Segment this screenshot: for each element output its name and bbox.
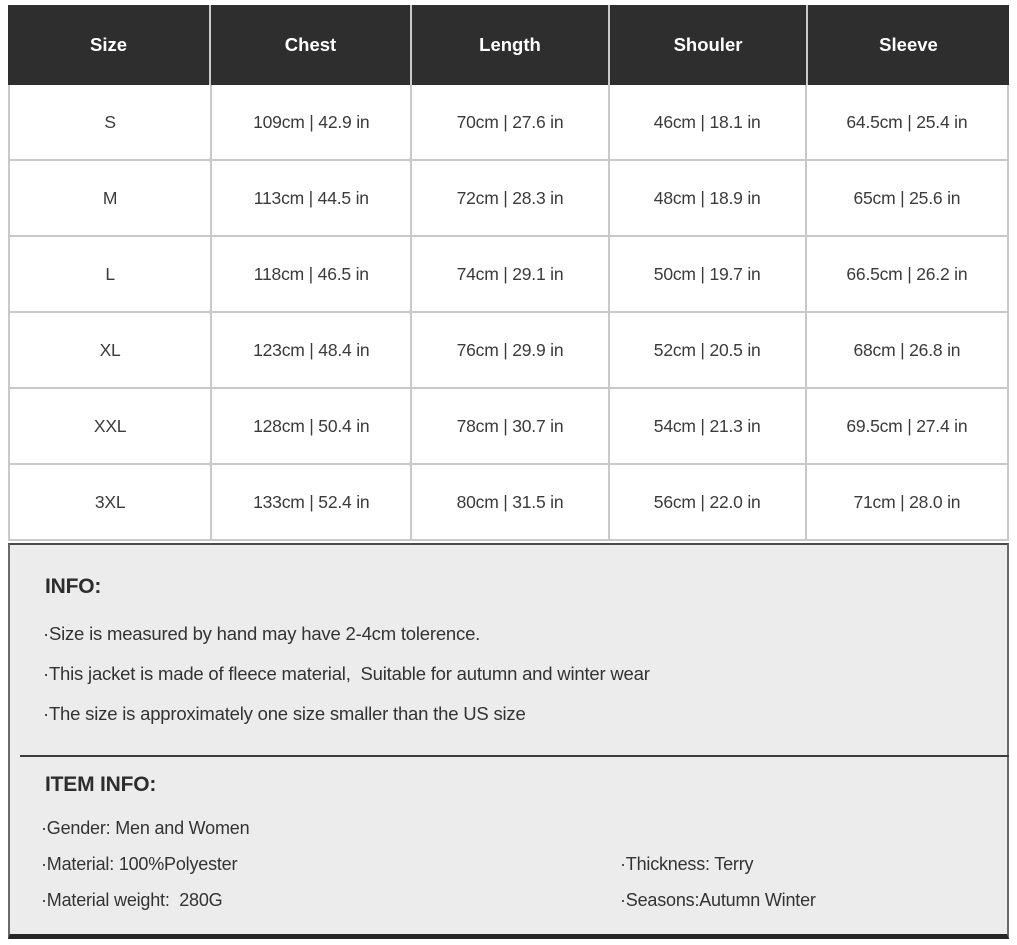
sleeve-cell: 64.5cm | 25.4 in — [805, 85, 1007, 159]
length-cell: 78cm | 30.7 in — [410, 389, 607, 463]
size-cell: S — [104, 111, 116, 132]
chest-cell: 133cm | 52.4 in — [210, 465, 410, 539]
size-table — [8, 5, 1009, 541]
size-cell: M — [102, 187, 118, 208]
length-cell: 70cm | 27.6 in — [410, 85, 607, 159]
info-bullet: ·This jacket is made of fleece material, Suitable for autumn and winter wear — [43, 663, 650, 684]
material-weight-item: ·Material weight: 280G — [41, 890, 223, 910]
section-divider — [20, 755, 1009, 757]
table-row-s — [10, 85, 1007, 161]
chest-cell: 118cm | 46.5 in — [210, 237, 410, 311]
shoulder-cell: 48cm | 18.9 in — [608, 161, 805, 235]
size-table-header-row — [8, 5, 1009, 85]
column-header-length: Length — [410, 5, 608, 85]
sleeve-cell: 68cm | 26.8 in — [805, 313, 1007, 387]
column-header-chest: Chest — [209, 5, 410, 85]
size-cell: XXL — [93, 415, 127, 436]
chest-cell: 109cm | 42.9 in — [210, 85, 410, 159]
shoulder-cell: 56cm | 22.0 in — [608, 465, 805, 539]
item-info-row — [10, 818, 1007, 842]
item-info-row — [10, 854, 1007, 878]
shoulder-cell: 52cm | 20.5 in — [608, 313, 805, 387]
size-table-body — [8, 85, 1009, 541]
sleeve-cell: 71cm | 28.0 in — [805, 465, 1007, 539]
table-row-3xl — [10, 465, 1007, 541]
material-item: ·Material: 100%Polyester — [41, 854, 238, 874]
gender-item: ·Gender: Men and Women — [41, 818, 250, 838]
item-info-heading: ITEM INFO: — [45, 773, 157, 796]
column-header-shoulder: Shouler — [608, 5, 806, 85]
table-row-m — [10, 161, 1007, 237]
length-cell: 74cm | 29.1 in — [410, 237, 607, 311]
length-cell: 76cm | 29.9 in — [410, 313, 607, 387]
info-panel — [8, 543, 1009, 939]
sleeve-cell: 65cm | 25.6 in — [805, 161, 1007, 235]
seasons-item: ·Seasons:Autumn Winter — [620, 890, 816, 910]
shoulder-cell: 54cm | 21.3 in — [608, 389, 805, 463]
length-cell: 80cm | 31.5 in — [410, 465, 607, 539]
column-header-sleeve: Sleeve — [806, 5, 1009, 85]
info-bullet: ·The size is approximately one size smaller than the US size — [43, 703, 526, 724]
thickness-item: ·Thickness: Terry — [620, 854, 754, 874]
shoulder-cell: 50cm | 19.7 in — [608, 237, 805, 311]
chest-cell: 113cm | 44.5 in — [210, 161, 410, 235]
info-bullet: ·Size is measured by hand may have 2-4cm tolerence. — [43, 623, 481, 644]
size-cell: 3XL — [94, 491, 126, 512]
size-cell: L — [105, 263, 115, 284]
sleeve-cell: 69.5cm | 27.4 in — [805, 389, 1007, 463]
table-row-l — [10, 237, 1007, 313]
length-cell: 72cm | 28.3 in — [410, 161, 607, 235]
size-cell: XL — [99, 339, 121, 360]
table-row-xxl — [10, 389, 1007, 465]
chest-cell: 128cm | 50.4 in — [210, 389, 410, 463]
chest-cell: 123cm | 48.4 in — [210, 313, 410, 387]
sleeve-cell: 66.5cm | 26.2 in — [805, 237, 1007, 311]
shoulder-cell: 46cm | 18.1 in — [608, 85, 805, 159]
table-row-xl — [10, 313, 1007, 389]
item-info-row — [10, 890, 1007, 914]
column-header-size: Size — [89, 34, 128, 55]
info-heading: INFO: — [45, 575, 102, 598]
